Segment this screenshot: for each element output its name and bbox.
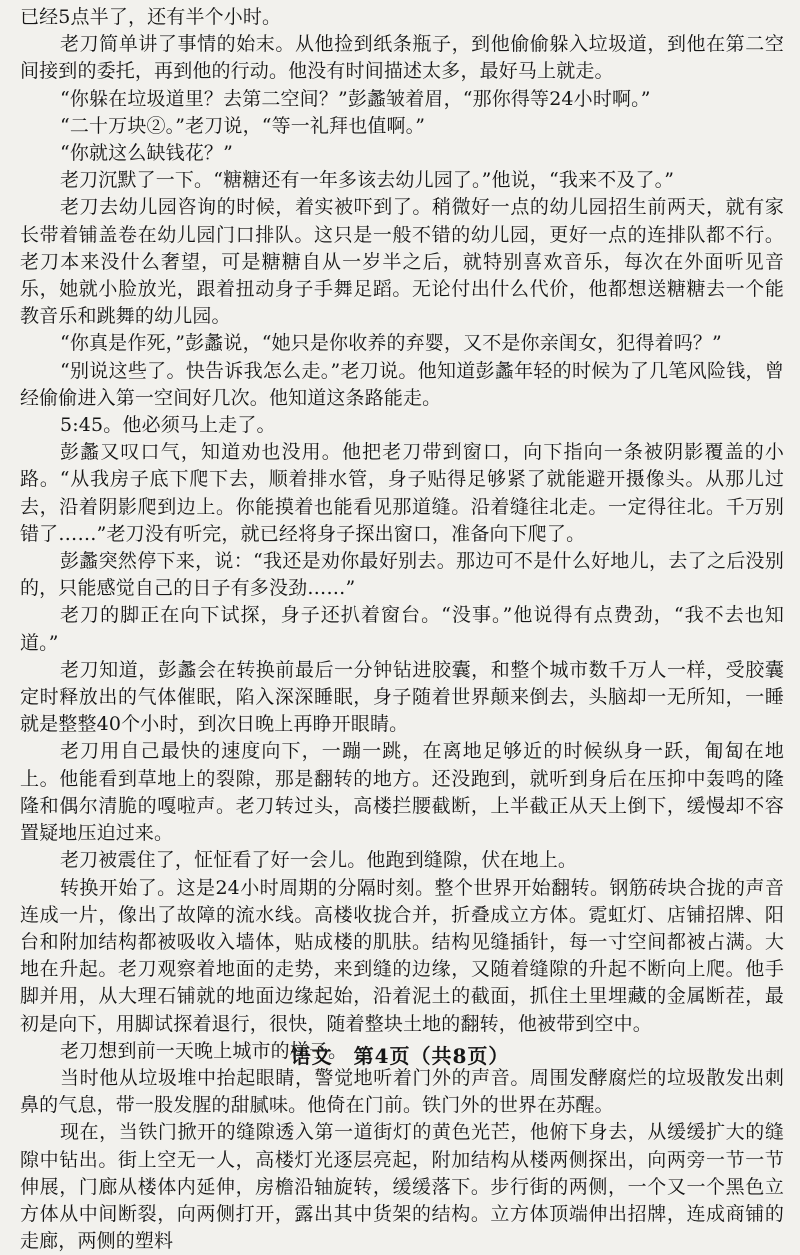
paragraph: 5:45。他必须马上走了。 [60,414,276,437]
paragraph: 彭蠡又叹口气，知道劝也没用。他把老刀带到窗口，向下指向一条被阴影覆盖的小路。“从我房子底下爬下去，顺着排水管，身子贴得足够紧了就能避开摄像头。从那儿过去，沿着阴影爬到边上。你能摸着也能看见那道缝。沿着缝往北走。一定得往北。千万别错了……”老刀没有听完，就已经将身子探出窗口，准备向下爬了。 [20,441,784,545]
paragraph: “二十万块②。”老刀说，“等一礼拜也值啊。” [60,114,426,137]
page-footer: 语文 第4页（共8页） [290,1044,510,1068]
paragraph: 老刀去幼儿园咨询的时候，着实被吓到了。稍微好一点的幼儿园招生前两天，就有家长带着铺盖卷在幼儿园门口排队。这只是一般不错的幼儿园，更好一点的连排队都不行。老刀本来没什么奢望，可是糖糖自从一岁半之后，就特别喜欢音乐，每次在外面听见音乐，她就小脸放光，跟着扭动身子手舞足蹈。无论付出什么代价，他都想送糖糖去一个能教音乐和跳舞的幼儿园。 [20,196,784,328]
paragraph: 老刀简单讲了事情的始末。从他捡到纸条瓶子，到他偷偷躲入垃圾道，到他在第二空间接到的委托，再到他的行动。他没有时间描述太多，最好马上就走。 [20,33,784,83]
paragraph: “你真是作死，”彭蠡说，“她只是你收养的弃婴，又不是你亲闺女，犯得着吗？” [60,332,722,355]
paragraph: “别说这些了。快告诉我怎么走。”老刀说。他知道彭蠡年轻的时候为了几笔风险钱，曾经偷偷进入第一空间好几次。他知道这条路能走。 [20,359,784,409]
paragraph: 当时他从垃圾堆中抬起眼睛，警觉地听着门外的声音。周围发酵腐烂的垃圾散发出刺鼻的气息，带一股发腥的甜腻味。他倚在门前。铁门外的世界在苏醒。 [20,1066,784,1117]
paragraph: 老刀的脚正在向下试探，身子还扒着窗台。“没事。”他说得有点费劲，“我不去也知道。” [20,604,784,654]
paragraph: 彭蠡突然停下来，说：“我还是劝你最好别去。那边可不是什么好地儿，去了之后没别的，只能感觉自己的日子有多没劲……” [20,550,784,600]
paragraph: 老刀被震住了，怔怔看了好一会儿。他跑到缝隙，伏在地上。 [60,849,578,872]
paragraph: 老刀沉默了一下。“糖糖还有一年多该去幼儿园了。”他说，“我来不及了。” [60,169,675,192]
paragraph: 已经5点半了，还有半个小时。 [20,6,282,28]
paragraph: “你就这么缺钱花？” [60,142,233,165]
paragraph: 现在，当铁门掀开的缝隙透入第一道街灯的黄色光芒，他俯下身去，从缓缓扩大的缝隙中钻出。街上空无一人，高楼灯光逐层亮起，附加结构从楼两侧探出，向两旁一节一节伸展，门廊从楼体内延伸，房檐沿轴旋转，缓缓落下。步行街的两侧，一个又一个黑色立方体从中间断裂，向两侧打开，露出其中货架的结构。立方体顶端伸出招牌，连成商铺的走廊，两侧的塑料 [20,1121,784,1253]
paragraph: 老刀用自己最快的速度向下，一蹦一跳，在离地足够近的时候纵身一跃，匍匐在地上。他能看到草地上的裂隙，那是翻转的地方。还没跑到，就听到身后在压抑中轰鸣的隆隆和偶尔清脆的嘎啦声。老刀转过头，高楼拦腰截断，上半截正从天上倒下，缓慢却不容置疑地压迫过来。 [20,740,784,845]
paragraph: “你躲在垃圾道里？去第二空间？”彭蠡皱着眉，“那你得等24小时啊。” [60,87,651,110]
paragraph: 老刀想到前一天晚上城市的样子。 [60,1039,348,1062]
paragraph: 转换开始了。这是24小时周期的分隔时刻。整个世界开始翻转。钢筋砖块合拢的声音连成一片，像出了故障的流水线。高楼收拢合并，折叠成立方体。霓虹灯、店铺招牌、阳台和附加结构都被吸收入墙体，贴成楼的肌肤。结构见缝插针，每一寸空间都被占满。大地在升起。老刀观察着地面的走势，来到缝的边缘，又随着缝隙的升起不断向上爬。他手脚并用，从大理石铺就的地面边缘起始，沿着泥土的截面，抓住土里埋藏的金属断茬，最初是向下，用脚试探着退行，很快，随着整块土地的翻转，他被带到空中。 [20,876,784,1035]
paragraph: 老刀知道，彭蠡会在转换前最后一分钟钻进胶囊，和整个城市数千万人一样，受胶囊定时释放出的气体催眠，陷入深深睡眠，身子随着世界颠来倒去，头脑却一无所知，一睡就是整整40个小时，到次日晚上再睁开眼睛。 [20,658,784,736]
